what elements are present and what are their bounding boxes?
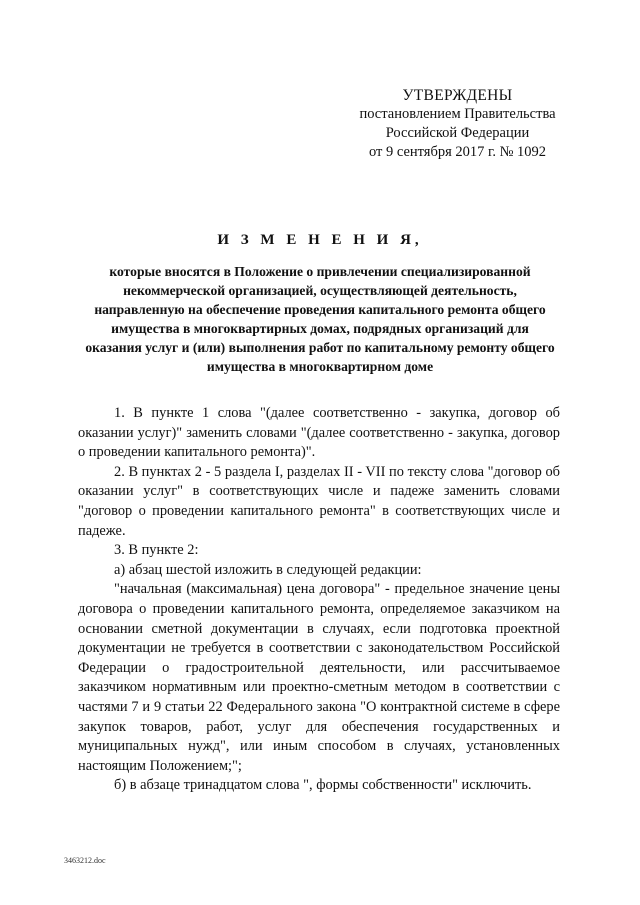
- document-subtitle: которые вносятся в Положение о привлечении специализированной некоммерческой организацией, осуществляющей деятельность, направленную на обеспечение проведения капитального ремонта общего имущества в многоквартирных домах, подрядных организаций для оказания услуг и (или) выполнения работ по капитальному ремонту общего имущества в многоквартирном доме: [85, 264, 555, 374]
- paragraph-item-1: 1. В пункте 1 слова "(далее соответственно - закупка, договор об оказании услуг)" заменить словами "(далее соответственно - закупка, договор о проведении капитального ремонта)".: [78, 405, 560, 461]
- file-name-footer: 3463212.doc: [64, 856, 106, 865]
- paragraph-item-3: 3. В пункте 2:: [114, 542, 199, 559]
- paragraph-quoted-definition: "начальная (максимальная) цена договора" - предельное значение цены договора о проведении капитального ремонта, определяемое заказчиком на основании сметной документации в случаях, если подготовка проектной документации не требуется в соответствии с законодательством Российской Федерации о градостроительной деятельности, или рассчитываемое заказчиком нормативным или проектно-сметным методом в соответствии с частями 7 и 9 статьи 22 Федерального закона "О контрактной системе в сфере закупок товаров, работ, услуг для обеспечения государственных и муниципальных нужд", или иным способом в случаях, установленных настоящим Положением;";: [78, 581, 560, 774]
- paragraph-subitem-b: б) в абзаце тринадцатом слова ", формы собственности" исключить.: [114, 777, 532, 794]
- approval-block: [340, 86, 575, 162]
- document-title: И З М Е Н Е Н И Я,: [217, 232, 423, 248]
- paragraph-item-2: 2. В пунктах 2 - 5 раздела I, разделах II - VII по тексту слова "договор об оказании услуг" в соответствующих числе и падеже заменить словами "договор о проведении капитального ремонта" в соответствующих числе и падеже.: [78, 463, 560, 539]
- document-body: [78, 404, 560, 796]
- approval-line-government: Российской Федерации: [385, 125, 530, 141]
- approval-heading: УТВЕРЖДЕНЫ: [402, 87, 513, 104]
- paragraph-subitem-a: а) абзац шестой изложить в следующей редакции:: [114, 561, 422, 578]
- approval-line-date-number: от 9 сентября 2017 г. № 1092: [368, 144, 547, 160]
- approval-line-resolution: постановлением Правительства: [359, 106, 556, 122]
